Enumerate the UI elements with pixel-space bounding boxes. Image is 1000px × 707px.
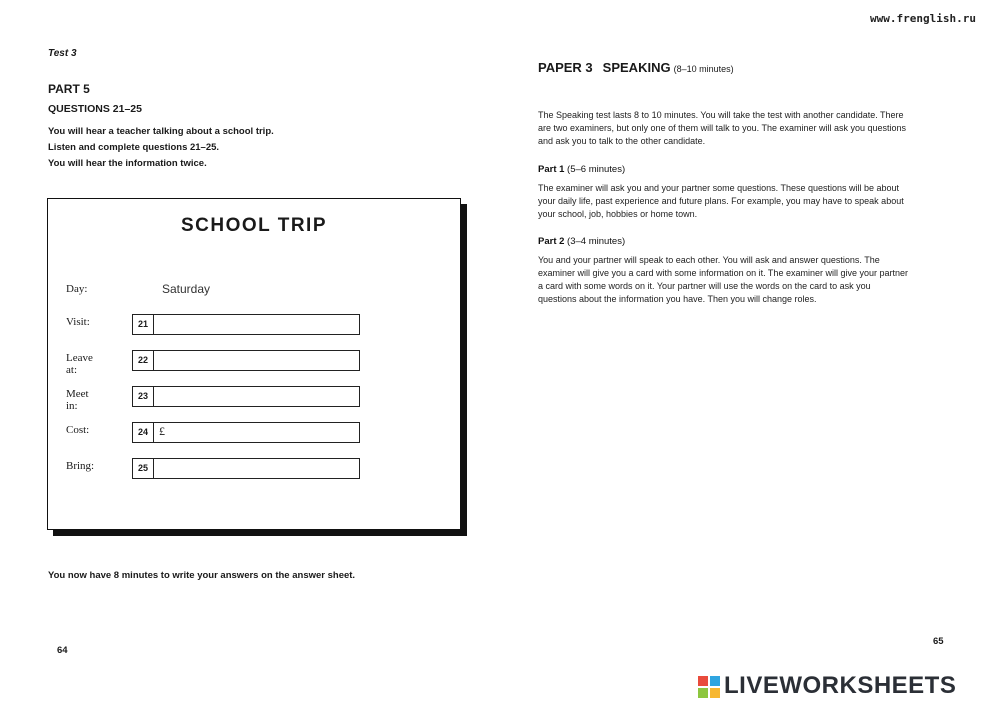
paper-duration: (8–10 minutes): [673, 64, 734, 74]
question-number: 25: [133, 459, 154, 478]
questions-title: QUESTIONS 21–25: [48, 103, 142, 115]
page-number-left: 64: [57, 645, 68, 656]
day-label: Day:: [66, 283, 88, 295]
field-prefill: £: [159, 424, 165, 438]
row-label: Cost:: [66, 424, 90, 436]
part2-label: Part 2: [538, 236, 565, 247]
school-trip-form: [47, 198, 461, 530]
instruction-line: Listen and complete questions 21–25.: [48, 142, 220, 153]
intro-paragraph: The Speaking test lasts 8 to 10 minutes. You will take the test with another candidate. There are two examiners, but only one of them will talk to you. The examiner will ask you questions and ask you to talk to the other candidate.: [538, 110, 907, 146]
part1-heading: [538, 164, 625, 175]
logo-text: LIVEWORKSHEETS: [724, 672, 957, 699]
question-number: 21: [133, 315, 154, 334]
instruction-line: You will hear the information twice.: [48, 158, 207, 169]
logo-grid-icon: [698, 676, 720, 698]
form-title: SCHOOL TRIP: [181, 215, 327, 236]
part1-label: Part 1: [538, 164, 565, 175]
part2-heading: [538, 236, 625, 247]
row-label: Leave at:: [66, 352, 93, 376]
part2-paragraph: You and your partner will speak to each other. You will ask and answer questions. The examiner will give you a card with some information on it. The examiner will give your partner a card with some words on it. Your partner will use the words on the card to ask you questions about the information you have. Then you will change roles.: [538, 255, 908, 304]
part1-duration: (5–6 minutes): [567, 164, 626, 175]
part-title: PART 5: [48, 82, 90, 96]
website-url: www.frenglish.ru: [870, 12, 976, 25]
test-label: Test 3: [48, 48, 77, 59]
answer-field-25[interactable]: [132, 458, 360, 479]
answer-field-21[interactable]: [132, 314, 360, 335]
instruction-line: You will hear a teacher talking about a school trip.: [48, 126, 274, 137]
paper-title: [538, 60, 734, 75]
paper-label: PAPER 3: [538, 60, 593, 75]
part1-paragraph: The examiner will ask you and your partner some questions. These questions will be about your daily life, past experience and future plans. For example, you may have to speak about your school, job, hobbies or home town.: [538, 183, 904, 219]
answer-field-24[interactable]: [132, 422, 360, 443]
question-number: 24: [133, 423, 154, 442]
answer-field-23[interactable]: [132, 386, 360, 407]
row-label: Bring:: [66, 460, 95, 472]
page-number-right: 65: [933, 636, 944, 647]
footer-note: You now have 8 minutes to write your answers on the answer sheet.: [48, 570, 356, 581]
question-number: 23: [133, 387, 154, 406]
day-value: Saturday: [162, 282, 211, 296]
paper-name: SPEAKING: [602, 60, 671, 75]
row-label: Visit:: [66, 316, 90, 328]
question-number: 22: [133, 351, 154, 370]
part2-duration: (3–4 minutes): [567, 236, 626, 247]
row-label: Meet in:: [66, 388, 89, 412]
answer-field-22[interactable]: [132, 350, 360, 371]
